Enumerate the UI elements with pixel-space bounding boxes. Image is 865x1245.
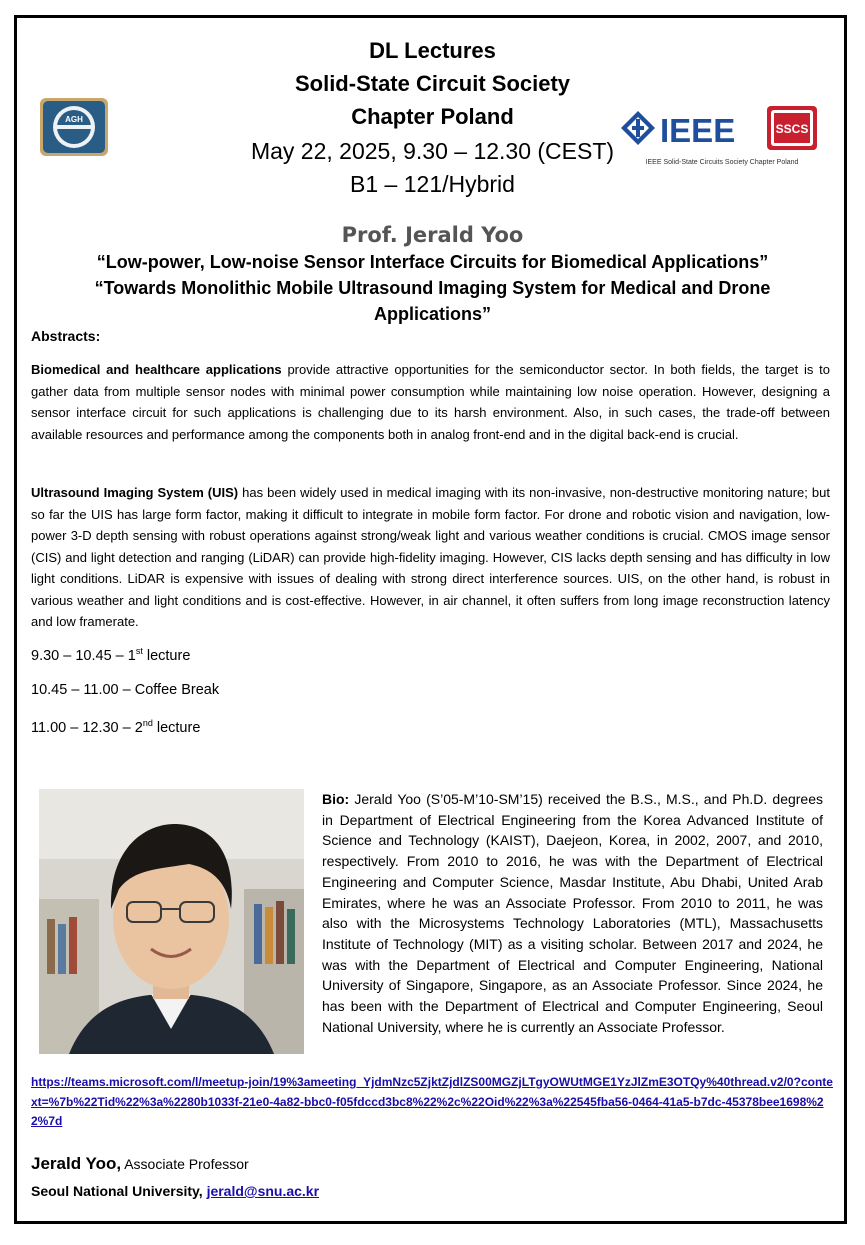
schedule-time: 9.30 – 10.45 – 1: [31, 647, 136, 664]
schedule-ordinal: st: [135, 646, 143, 656]
abstract-1-lead: Biomedical and healthcare applications: [31, 362, 282, 377]
bio-label: Bio:: [322, 791, 350, 807]
signature-university-line: [31, 1183, 319, 1199]
talk-title-2-line1: “Towards Monolithic Mobile Ultrasound Imaging System for Medical and Drone: [94, 278, 771, 298]
bio-paragraph: [322, 789, 823, 1037]
schedule-label: lecture: [152, 719, 201, 736]
abstract-paragraph-1: [31, 359, 830, 445]
bio-text: Jerald Yoo (S’05-M’10-SM’15) received the B.S., M.S., and Ph.D. degrees in Department of Electrical Engineering from the Korea Advanced Institute of Science and Technology (KAIST), Daejeon, Korea, in 2002, 2007, and 2010, respectively. From 2010 to 2016, he was with the Department of Electrical Engineering and Computer Science, Masdar Institute, Abu Dhabi, United Arab Emirates, where he was an Associate Professor. From 2010 to 2011, he was also with the Microsystems Technology Laboratories (MTL), Massachusetts Institute of Technology (MIT) as a visiting scholar. Between 2017 and 2024, he was with the Department of Electrical and Computer Engineering, National University of Singapore, Singapore, as an Associate Professor. Since 2024, he has been with the Department of Electrical and Computer Engineering, Seoul National University, where he is currently an Associate Professor.: [322, 791, 823, 1035]
sscs-logo-text: SSCS: [775, 122, 809, 136]
header-date: May 22, 2025, 9.30 – 12.30 (CEST): [250, 138, 615, 164]
speaker-name: Prof. Jerald Yoo: [341, 223, 524, 247]
header-chapter: Chapter Poland: [351, 104, 514, 129]
talk-title-1: “Low-power, Low-noise Sensor Interface Circuits for Biomedical Applications”: [96, 252, 769, 272]
schedule-item: [31, 682, 219, 698]
talk-title-2-line2: Applications”: [373, 304, 491, 324]
signature-name: Jerald Yoo,: [31, 1154, 122, 1173]
schedule-time: 10.45 – 11.00 – Coffee Break: [31, 682, 220, 698]
teams-meeting-link[interactable]: https://teams.microsoft.com/l/meetup-join/19%3ameeting_YjdmNzc5ZjktZjdlZS00MGZjLTgyOWUtMGE1YzJlZmE3OTQy%40thread.v2/0?context=%7b%22Tid%22%3a%2280b1033f-21e0-4a82-bbc0-f05fdccd3bc8%22%2c%22Oid%22%3a%22545fba56-0464-41a5-b7dc-45378bee1698%22%7d: [31, 1075, 833, 1128]
signature-name-line: [31, 1154, 249, 1174]
ieee-logo-text: IEEE: [660, 112, 736, 149]
ieee-logo-caption: IEEE Solid-State Circuits Society Chapter Poland: [645, 159, 799, 166]
agh-logo-text: AGH: [65, 115, 83, 124]
header-title: DL Lectures: [369, 38, 496, 63]
schedule-item: [31, 646, 190, 664]
schedule-time: 11.00 – 12.30 – 2: [31, 719, 143, 736]
schedule-ordinal: nd: [142, 718, 153, 728]
signature-university: Seoul National University,: [31, 1183, 207, 1199]
signature-title: Associate Professor: [121, 1156, 249, 1172]
speaker-photo: [39, 789, 304, 1054]
talk-title-2: [40, 275, 825, 327]
abstract-2-text: has been widely used in medical imaging with its non-invasive, non-destructive monitoring nature; but so far the UIS has large form factor, making it difficult to integrate in mobile form factor. For drone and robotic vision and navigation, low-power 3-D depth sensing with robust operations against strong/weak light and various weather conditions is crucial. CMOS image sensor (CIS) and light detection and ranging (LiDAR) can provide high-fidelity imaging. However, CIS lacks depth sensing and has difficulty in low light conditions. LiDAR is expensive with issues of dealing with strong direct interference sources. UIS, on the other hand, is robust in various weather and light conditions and is cost-effective. However, in air channel, it often suffers from long image reconstruction latency and low framerate.: [31, 485, 830, 629]
header-society: Solid-State Circuit Society: [294, 71, 571, 96]
abstracts-label: Abstracts:: [31, 328, 101, 344]
abstract-1-text: provide attractive opportunities for the semiconductor sector. In both fields, the target is to gather data from multiple sensor nodes with minimal power consumption while maintaining low noise operation. However, designing a sensor interface circuit for such applications is challenging due to its harsh environment. Also, in such cases, the trade-off between available resources and performance among the components both in analog front-end and in the digital back-end is crucial.: [31, 362, 831, 442]
schedule-item: [31, 718, 200, 736]
schedule-label: lecture: [142, 647, 191, 664]
abstract-paragraph-2: [31, 482, 830, 633]
header-room: B1 – 121/Hybrid: [350, 171, 515, 197]
abstract-2-lead: Ultrasound Imaging System (UIS): [31, 485, 239, 500]
email-link[interactable]: jerald@snu.ac.kr: [206, 1183, 320, 1199]
